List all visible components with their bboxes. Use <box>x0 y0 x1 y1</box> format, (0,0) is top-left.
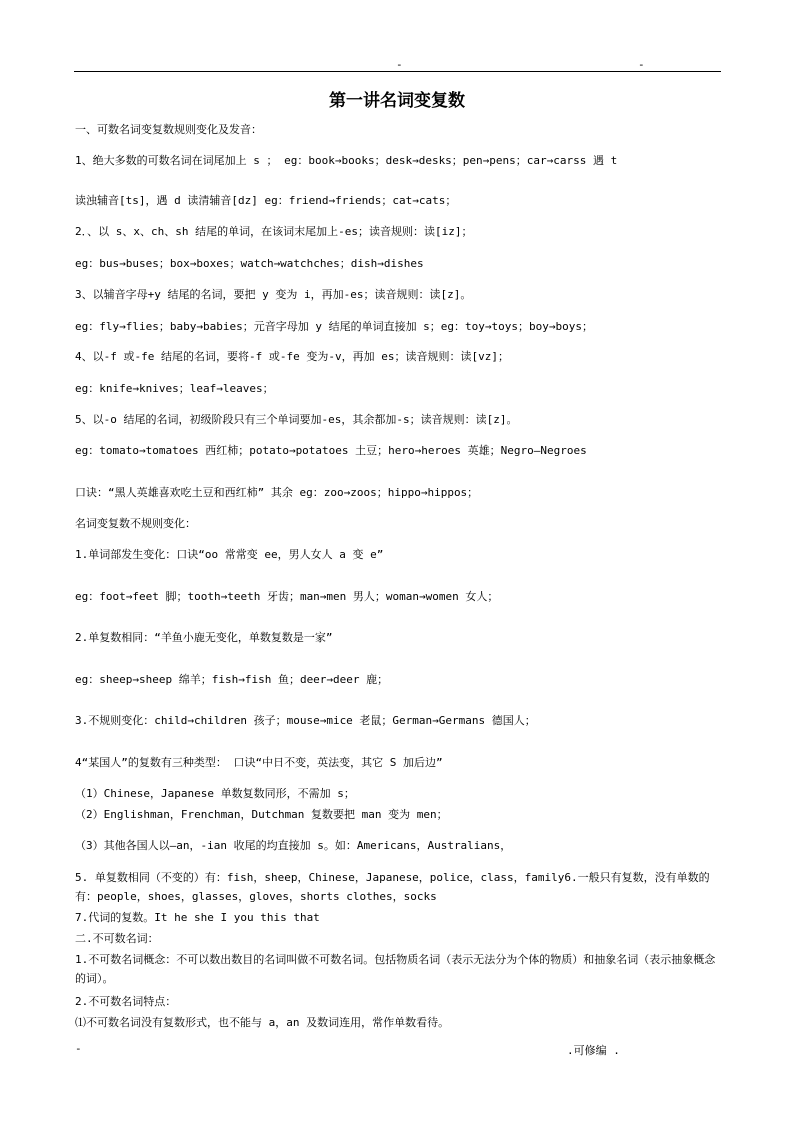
footer-note: .可修编 . <box>567 1044 620 1057</box>
example-line: eg：knife→knives；leaf→leaves； <box>75 382 274 395</box>
page-title: 第一讲名词变复数 <box>329 91 465 111</box>
rule-line: 2.单复数相同：“羊鱼小鹿无变化，单数复数是一家” <box>75 631 333 644</box>
rule-line: 4“某国人”的复数有三种类型： 口诀“中日不变，英法变，其它 S 加后边” <box>75 756 443 769</box>
example-line: eg：foot→feet 脚；tooth→teeth 牙齿；man→men 男人；woman→women 女人； <box>75 590 499 603</box>
rule-line: 4、以-f 或-fe 结尾的名词，要将-f 或-fe 变为-v，再加 es；读音规则：读[vz]； <box>75 350 509 363</box>
rule-paragraph: 5. 单复数相同（不变的）有：fish，sheep，Chinese，Japanese，police，class，family6.一般只有复数，没有单数的有：people，shoes，glasses，gloves，shorts clothes，socks <box>75 871 710 903</box>
list-item: （2）Englishman，Frenchman，Dutchman 复数要把 man 变为 men； <box>75 808 448 821</box>
section-heading: 一、可数名词变复数规则变化及发音： <box>75 123 262 136</box>
rule-line: 2.不可数名词特点： <box>75 995 177 1008</box>
example-line: eg：tomato→tomatoes 西红柿；potato→potatoes 土豆；hero→heroes 英雄；Negro—Negroes <box>75 444 587 457</box>
rule-line: 1.单词部发生变化：口诀“oo 常常变 ee，男人女人 a 变 e” <box>75 548 384 561</box>
definition-paragraph: 1.不可数名词概念：不可以数出数目的名词叫做不可数名词。包括物质名词（表示无法分为个体的物质）和抽象名词（表示抽象概念的词）。 <box>75 953 716 985</box>
rule-line: 5、以-o 结尾的名词，初级阶段只有三个单词要加-es，其余都加-s；读音规则：读[z]。 <box>75 413 518 426</box>
rule-line: 3.不规则变化：child→children 孩子；mouse→mice 老鼠；German→Germans 德国人； <box>75 714 536 727</box>
rule-line: 3、以辅音字母+y 结尾的名词，要把 y 变为 i，再加-es；读音规则：读[z]。 <box>75 288 472 301</box>
list-item: （3）其他各国人以—an，-ian 收尾的均直接加 s。如：Americans，Australians， <box>75 839 512 852</box>
mnemonic-line: 口诀：“黑人英雄喜欢吃土豆和西红柿” 其余 eg：zoo→zoos；hippo→hippos； <box>75 486 479 499</box>
rule-line: 1、绝大多数的可数名词在词尾加上 s ； eg：book→books；desk→desks；pen→pens；car→carss 遇 t <box>75 154 618 167</box>
example-line: eg：bus→buses；box→boxes；watch→watchches；dish→dishes <box>75 257 424 270</box>
rule-line: 2．、以 s、x、ch、sh 结尾的单词，在该词末尾加上-es；读音规则：读[iz]； <box>75 225 473 238</box>
footer-dash-left: - <box>75 1042 82 1055</box>
header-rule <box>74 71 721 72</box>
example-line: eg：sheep→sheep 绵羊；fish→fish 鱼；deer→deer 鹿； <box>75 673 389 686</box>
header-dash-right: - <box>638 58 645 71</box>
example-line: eg：fly→flies；baby→babies；元音字母加 y 结尾的单词直接加 s；eg：toy→toys；boy→boys； <box>75 320 594 333</box>
rule-line: 7.代词的复数。It he she I you this that <box>75 911 320 924</box>
rule-line: ⑴不可数名词没有复数形式，也不能与 a，an 及数词连用，常作单数看待。 <box>75 1016 450 1029</box>
header-dash-left: - <box>396 58 403 71</box>
list-item: （1）Chinese，Japanese 单数复数同形，不需加 s； <box>75 787 355 800</box>
section-heading: 名词变复数不规则变化： <box>75 517 196 530</box>
section-heading: 二.不可数名词： <box>75 932 159 945</box>
rule-line: 读浊辅音[ts]，遇 d 读清辅音[dz] eg：friend→friends；cat→cats； <box>75 194 457 207</box>
